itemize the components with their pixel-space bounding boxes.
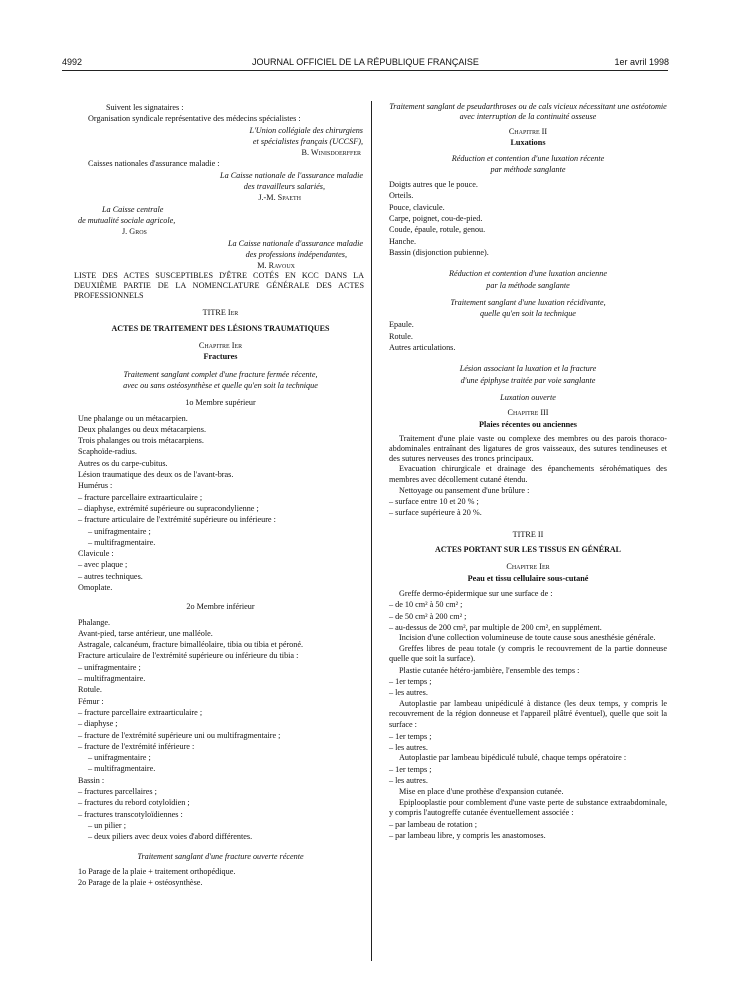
list-item: Mise en place d'une prothèse d'expansion cutanée. bbox=[399, 787, 564, 797]
list-item: Scaphoïde-radius. bbox=[78, 447, 137, 457]
text-line: L'Union collégiale des chirurgiens bbox=[249, 125, 363, 135]
list-item: Epaule. bbox=[389, 320, 414, 330]
header-rule bbox=[62, 70, 668, 71]
list-item: Fémur : bbox=[78, 696, 104, 706]
list-item: 2o Parage de la plaie + ostéosynthèse. bbox=[78, 878, 203, 888]
list-item: Orteils. bbox=[389, 191, 414, 201]
list-item: – au-dessus de 200 cm², par multiple de 200 cm², en supplément. bbox=[389, 622, 602, 632]
signature-name: J.-M. Spaeth bbox=[258, 193, 301, 203]
text-line: des travailleurs salariés, bbox=[243, 182, 325, 192]
list-item: – les autres. bbox=[389, 776, 428, 786]
text-line: Caisses nationales d'assurance maladie : bbox=[88, 159, 220, 169]
list-item: – fracture de l'extrémité supérieure uni ou multifragmentaire ; bbox=[78, 730, 281, 740]
chapter-title: Peau et tissu cellulaire sous-cutané bbox=[467, 573, 589, 583]
section-heading: par la méthode sanglante bbox=[486, 280, 570, 290]
list-item: Avant-pied, tarse antérieur, une malléole. bbox=[78, 628, 213, 638]
paragraph: Evacuation chirurgicale et drainage des épanchements sérohématiques des membres avec décollement cutané étendu. bbox=[389, 464, 667, 484]
chapter-heading: Chapitre Ier bbox=[198, 341, 243, 351]
text-line: La Caisse nationale de l'assurance maladie bbox=[220, 170, 363, 180]
section-heading: Traitement sanglant de pseudarthroses ou de cals vicieux nécessitant une ostéotomie avec interruption de la continuité osseuse bbox=[389, 102, 667, 121]
list-item: – de 10 cm² à 50 cm² ; bbox=[389, 600, 463, 610]
paragraph: Incision d'une collection volumineuse de toute cause sous anesthésie générale. bbox=[399, 633, 656, 643]
signatories-intro: Suivent les signataires : bbox=[106, 103, 184, 112]
title-heading: TITRE II bbox=[512, 529, 544, 539]
list-heading: LISTE DES ACTES SUSCEPTIBLES D'ÊTRE COTÉS EN KCC DANS LA DEUXIÈME PARTIE DE LA NOMENCLATURE GÉNÉRALE DES ACTES PROFESSIONNELS bbox=[74, 271, 364, 301]
issue-date: 1er avril 1998 bbox=[614, 57, 669, 67]
list-item: Phalange. bbox=[78, 617, 111, 627]
section-heading: avec ou sans ostéosynthèse et quelle qu'en soit la technique bbox=[123, 380, 318, 390]
list-item: Carpe, poignet, cou-de-pied. bbox=[389, 214, 483, 224]
list-item: Plastie cutanée hétéro-jambière, l'ensemble des temps : bbox=[399, 665, 580, 675]
list-item: – avec plaque ; bbox=[78, 560, 128, 570]
list-item: Humérus : bbox=[78, 481, 113, 491]
chapter-title: Plaies récentes ou anciennes bbox=[478, 419, 577, 429]
list-item: – multifragmentaire. bbox=[78, 674, 146, 684]
chapter-heading: Chapitre III bbox=[507, 408, 549, 418]
list-item: – fractures transcotyloïdiennes : bbox=[78, 809, 183, 819]
list-item: – autres techniques. bbox=[78, 571, 143, 581]
list-item: – deux piliers avec deux voies d'abord différentes. bbox=[88, 832, 253, 842]
section-heading: Luxation ouverte bbox=[500, 392, 556, 402]
section-heading: Traitement sanglant d'une fracture ouverte récente bbox=[137, 851, 304, 861]
list-item: Greffe dermo-épidermique sur une surface de : bbox=[399, 588, 553, 598]
text-line: La Caisse nationale d'assurance maladie bbox=[227, 238, 363, 248]
journal-title: JOURNAL OFFICIEL DE LA RÉPUBLIQUE FRANÇAISE bbox=[252, 57, 479, 67]
list-item: Autres articulations. bbox=[389, 343, 456, 353]
section-heading: Réduction et contention d'une luxation récente bbox=[451, 153, 605, 163]
list-item: – diaphyse ; bbox=[78, 719, 118, 729]
list-item: – unifragmentaire ; bbox=[88, 753, 151, 763]
list-item: – multifragmentaire. bbox=[88, 764, 156, 774]
signature-name: B. Winisdoerffer bbox=[301, 148, 361, 158]
list-item: – par lambeau de rotation ; bbox=[389, 819, 477, 829]
list-item: Nettoyage ou pansement d'une brûlure : bbox=[399, 485, 530, 495]
paragraph: Greffes libres de peau totale (y compris le recouvrement de la partie donneuse quelle que soit la surface). bbox=[389, 643, 667, 664]
list-item: Fracture articulaire de l'extrémité supérieure ou inférieure du tibia : bbox=[78, 651, 299, 661]
section-heading: Traitement sanglant d'une luxation récidivante, bbox=[450, 297, 606, 307]
list-item: – 1er temps ; bbox=[389, 764, 432, 774]
signature-name: M. Ravoux bbox=[257, 261, 295, 271]
list-item: – multifragmentaire. bbox=[88, 537, 156, 547]
paragraph: Autoplastie par lambeau unipédiculé à distance (les deux temps, y compris le recouvrement de la région donneuse et l'appareil plâtré éventuel), quelle que soit la surface : bbox=[389, 698, 667, 729]
list-item: Coude, épaule, rotule, genou. bbox=[389, 225, 486, 235]
page-number: 4992 bbox=[62, 57, 83, 67]
chapter-title: Luxations bbox=[510, 138, 546, 148]
list-item: – fractures parcellaires ; bbox=[78, 787, 157, 797]
right-column bbox=[389, 102, 667, 841]
left-column bbox=[74, 102, 364, 888]
list-item: Une phalange ou un métacarpien. bbox=[78, 413, 188, 423]
list-item: – unifragmentaire ; bbox=[78, 662, 141, 672]
list-item: – unifragmentaire ; bbox=[88, 526, 151, 536]
list-item: – 1er temps ; bbox=[389, 731, 432, 741]
list-item: – un pilier ; bbox=[88, 820, 126, 830]
signature-name: J. Gros bbox=[122, 227, 147, 237]
paragraph: Traitement d'une plaie vaste ou complexe des membres ou des parois thoraco-abdominales entraînant des ligatures de gros vaisseaux, des sutures tendineuses et des sutures nerveuses des troncs principaux. bbox=[389, 433, 667, 464]
section-heading: Réduction et contention d'une luxation ancienne bbox=[449, 269, 607, 279]
list-item: 1o Parage de la plaie + traitement orthopédique. bbox=[78, 866, 236, 876]
list-item: – les autres. bbox=[389, 688, 428, 698]
text-line: de mutualité sociale agricole, bbox=[78, 215, 176, 225]
list-item: – fracture articulaire de l'extrémité supérieure ou inférieure : bbox=[78, 515, 276, 525]
paragraph: Epiplooplastie pour comblement d'une vaste perte de substance extraabdominale, y compris l'autogreffe cutanée éventuellement associée : bbox=[389, 797, 667, 818]
list-item: – fracture parcellaire extraarticulaire ; bbox=[78, 492, 203, 502]
list-item: – de 50 cm² à 200 cm² ; bbox=[389, 611, 467, 621]
list-item: Autres os du carpe-cubitus. bbox=[78, 458, 168, 468]
text-line: et spécialistes français (UCCSF), bbox=[252, 136, 363, 146]
list-item: Doigts autres que le pouce. bbox=[389, 180, 478, 190]
list-item: Rotule. bbox=[389, 331, 413, 341]
title-subheading: ACTES PORTANT SUR LES TISSUS EN GÉNÉRAL bbox=[435, 545, 621, 555]
list-item: Clavicule : bbox=[78, 549, 114, 559]
title-heading: TITRE Ier bbox=[202, 308, 239, 318]
chapter-heading: Chapitre Ier bbox=[506, 562, 550, 572]
section-heading: Traitement sanglant complet d'une fracture fermée récente, bbox=[123, 369, 318, 379]
text-line: Organisation syndicale représentative des médecins spécialistes : bbox=[88, 114, 301, 124]
section-heading: quelle qu'en soit la technique bbox=[480, 309, 576, 319]
section-heading: Lésion associant la luxation et la fracture bbox=[459, 364, 597, 374]
title-subheading: ACTES DE TRAITEMENT DES LÉSIONS TRAUMATIQUES bbox=[111, 323, 330, 333]
list-item: – fractures du rebord cotyloïdien ; bbox=[78, 798, 190, 808]
section-heading: par méthode sanglante bbox=[490, 164, 566, 174]
list-item: – les autres. bbox=[389, 742, 428, 752]
list-item: Deux phalanges ou deux métacarpiens. bbox=[78, 424, 206, 434]
subsection-heading: 1o Membre supérieur bbox=[185, 398, 256, 408]
subsection-heading: 2o Membre inférieur bbox=[186, 602, 255, 612]
paragraph: Autoplastie par lambeau bipédiculé tubulé, chaque temps opératoire : bbox=[399, 753, 627, 763]
list-item: – diaphyse, extrémité supérieure ou supracondylienne ; bbox=[78, 503, 259, 513]
list-item: Trois phalanges ou trois métacarpiens. bbox=[78, 436, 204, 446]
list-item: Rotule. bbox=[78, 685, 102, 695]
list-item: – fracture de l'extrémité inférieure : bbox=[78, 741, 195, 751]
list-item: – surface entre 10 et 20 % ; bbox=[389, 497, 479, 507]
list-item: Lésion traumatique des deux os de l'avant-bras. bbox=[78, 470, 234, 480]
text-line: La Caisse centrale bbox=[102, 204, 164, 214]
list-item: Bassin (disjonction pubienne). bbox=[389, 247, 489, 257]
chapter-title: Fractures bbox=[203, 352, 238, 362]
section-heading: d'une épiphyse traitée par voie sanglante bbox=[460, 375, 596, 385]
list-item: – surface supérieure à 20 %. bbox=[389, 508, 482, 518]
list-item: Omoplate. bbox=[78, 582, 113, 592]
column-divider bbox=[371, 101, 372, 961]
list-item: – par lambeau libre, y compris les anastomoses. bbox=[389, 831, 546, 841]
chapter-heading: Chapitre II bbox=[508, 127, 548, 136]
text-line: des professions indépendantes, bbox=[245, 249, 347, 259]
list-item: Bassin : bbox=[78, 775, 105, 785]
list-item: – 1er temps ; bbox=[389, 677, 432, 687]
list-item: Astragale, calcanéum, fracture bimalléolaire, tibia ou tibia et péroné. bbox=[78, 640, 304, 650]
list-item: Hanche. bbox=[389, 236, 417, 246]
list-item: Pouce, clavicule. bbox=[389, 202, 445, 212]
list-item: – fracture parcellaire extraarticulaire ; bbox=[78, 707, 203, 717]
